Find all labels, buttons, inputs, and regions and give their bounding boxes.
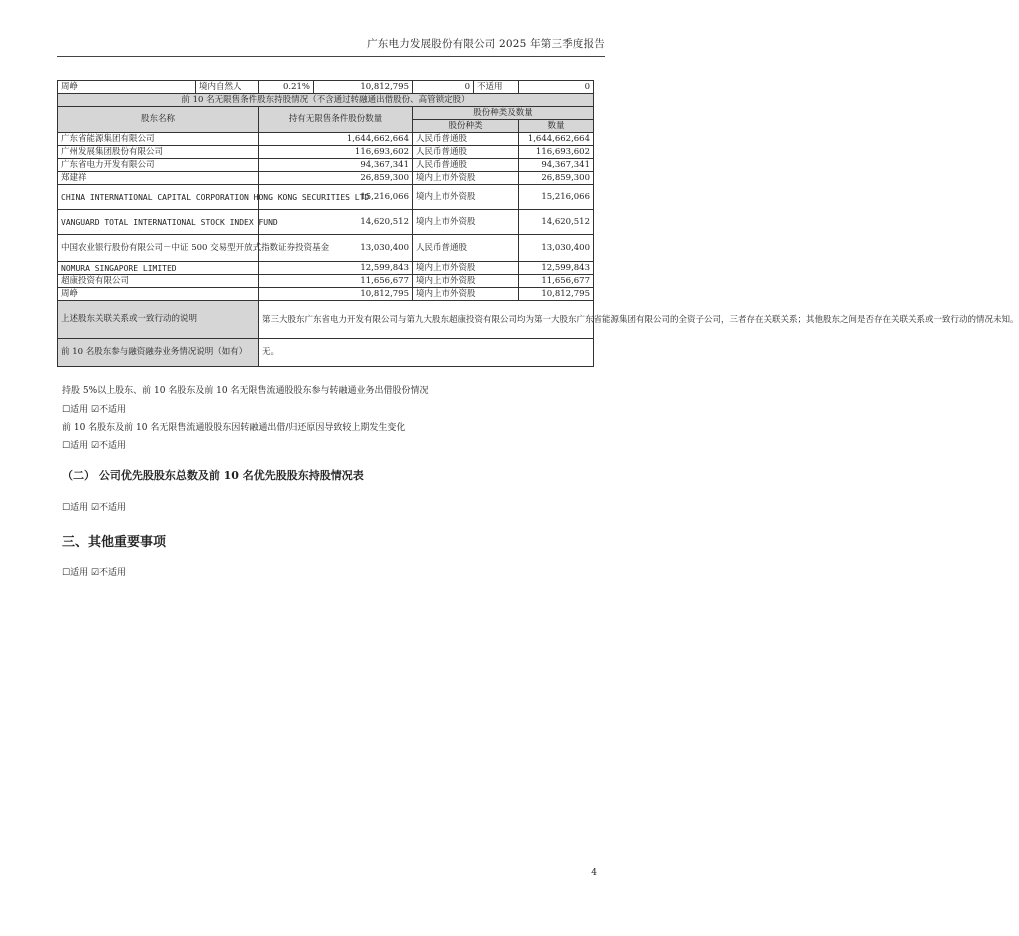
applicability-checkbox: ☐适用 ☑不适用 xyxy=(62,503,126,513)
row-name: 广州发展集团股份有限公司 xyxy=(58,146,259,159)
row-type: 人民币普通股 xyxy=(413,133,519,146)
shareholder-type: 境内自然人 xyxy=(196,81,259,94)
row-name: VANGUARD TOTAL INTERNATIONAL STOCK INDEX FUND xyxy=(58,210,259,235)
shareholder-table xyxy=(57,80,1019,367)
table-row xyxy=(58,81,594,94)
row-type: 人民币普通股 xyxy=(413,159,519,172)
row-type: 境内上市外资股 xyxy=(413,262,519,275)
other-matters-heading: 三、其他重要事项 xyxy=(62,535,167,550)
row-qty: 1,644,662,664 xyxy=(519,133,594,146)
applicability-checkbox: ☐适用 ☑不适用 xyxy=(62,568,126,578)
row-qty: 14,620,512 xyxy=(519,210,594,235)
row-qty: 10,812,795 xyxy=(519,288,594,301)
row-shares: 11,656,677 xyxy=(259,275,413,288)
row-qty: 11,656,677 xyxy=(519,275,594,288)
lending-change-text: 前 10 名股东及前 10 名无限售流通股股东因转融通出借/归还原因导致较上期发生变化 xyxy=(62,423,406,433)
row-name: 广东省能源集团有限公司 xyxy=(58,133,259,146)
column-header-shares: 持有无限售条件股份数量 xyxy=(259,107,413,133)
row-type: 人民币普通股 xyxy=(413,235,519,262)
margin-trading-label: 前 10 名股东参与融资融券业务情况说明（如有） xyxy=(58,339,259,367)
table-row xyxy=(58,185,594,210)
pledge-status: 不适用 xyxy=(474,81,519,94)
row-name: 广东省电力开发有限公司 xyxy=(58,159,259,172)
applicability-checkbox: ☐适用 ☑不适用 xyxy=(62,405,126,415)
row-shares: 12,599,843 xyxy=(259,262,413,275)
row-qty: 26,859,300 xyxy=(519,172,594,185)
relation-label: 上述股东关联关系或一致行动的说明 xyxy=(58,301,259,339)
row-name: 中国农业银行股份有限公司－中证 500 交易型开放式指数证券投资基金 xyxy=(58,235,259,262)
section-title: 前 10 名无限售条件股东持股情况（不含通过转融通出借股份、高管锁定股） xyxy=(58,94,594,107)
row-type: 境内上市外资股 xyxy=(413,275,519,288)
row-type: 境内上市外资股 xyxy=(413,210,519,235)
row-type: 境内上市外资股 xyxy=(413,288,519,301)
table-row xyxy=(58,133,594,146)
row-name: 周峥 xyxy=(58,288,259,301)
column-header-name: 股东名称 xyxy=(58,107,259,133)
shareholding-count: 10,812,795 xyxy=(314,81,413,94)
row-type: 人民币普通股 xyxy=(413,146,519,159)
row-name: CHINA INTERNATIONAL CAPITAL CORPORATION HONG KONG SECURITIES LTD xyxy=(58,185,259,210)
column-header-class-qty: 数量 xyxy=(519,120,594,133)
row-qty: 94,367,341 xyxy=(519,159,594,172)
row-name: 超康投资有限公司 xyxy=(58,275,259,288)
shareholding-percent: 0.21% xyxy=(259,81,314,94)
row-shares: 14,620,512 xyxy=(259,210,413,235)
margin-trading-description: 无。 xyxy=(259,339,594,367)
pledge-count: 0 xyxy=(413,81,474,94)
column-header-class: 股份种类及数量 xyxy=(413,107,594,120)
row-qty: 15,216,066 xyxy=(519,185,594,210)
table-row xyxy=(58,159,594,172)
preferred-shareholders-heading: （二） 公司优先股股东总数及前 10 名优先股股东持股情况表 xyxy=(62,469,364,482)
row-shares: 15,216,066 xyxy=(259,185,413,210)
row-type: 境内上市外资股 xyxy=(413,172,519,185)
row-qty: 13,030,400 xyxy=(519,235,594,262)
row-shares: 26,859,300 xyxy=(259,172,413,185)
table-row xyxy=(58,288,594,301)
table-row xyxy=(58,275,594,288)
header-divider xyxy=(57,56,605,57)
applicability-checkbox: ☐适用 ☑不适用 xyxy=(62,441,126,451)
pledge-status-count: 0 xyxy=(519,81,594,94)
table-row xyxy=(58,172,594,185)
row-qty: 12,599,843 xyxy=(519,262,594,275)
table-row xyxy=(58,146,594,159)
column-header-class-type: 股份种类 xyxy=(413,120,519,133)
row-type: 境内上市外资股 xyxy=(413,185,519,210)
row-shares: 116,693,602 xyxy=(259,146,413,159)
page-number: 4 xyxy=(591,868,597,878)
relation-description: 第三大股东广东省电力开发有限公司与第九大股东超康投资有限公司均为第一大股东广东省能源集团有限公司的全资子公司，三者存在关联关系；其他股东之间是否存在关联关系或一致行动的情况未知。 xyxy=(259,301,594,339)
table-row xyxy=(58,235,594,262)
row-shares: 94,367,341 xyxy=(259,159,413,172)
lending-disclosure-text: 持股 5%以上股东、前 10 名股东及前 10 名无限售流通股股东参与转融通业务出借股份情况 xyxy=(62,386,429,396)
shareholder-name: 周峥 xyxy=(58,81,196,94)
row-qty: 116,693,602 xyxy=(519,146,594,159)
row-shares: 13,030,400 xyxy=(259,235,413,262)
row-shares: 10,812,795 xyxy=(259,288,413,301)
row-name: 郑建祥 xyxy=(58,172,259,185)
table-row xyxy=(58,210,594,235)
row-shares: 1,644,662,664 xyxy=(259,133,413,146)
page-header: 广东电力发展股份有限公司 2025 年第三季度报告 xyxy=(367,38,605,50)
row-name: NOMURA SINGAPORE LIMITED xyxy=(58,262,259,275)
table-row xyxy=(58,262,594,275)
